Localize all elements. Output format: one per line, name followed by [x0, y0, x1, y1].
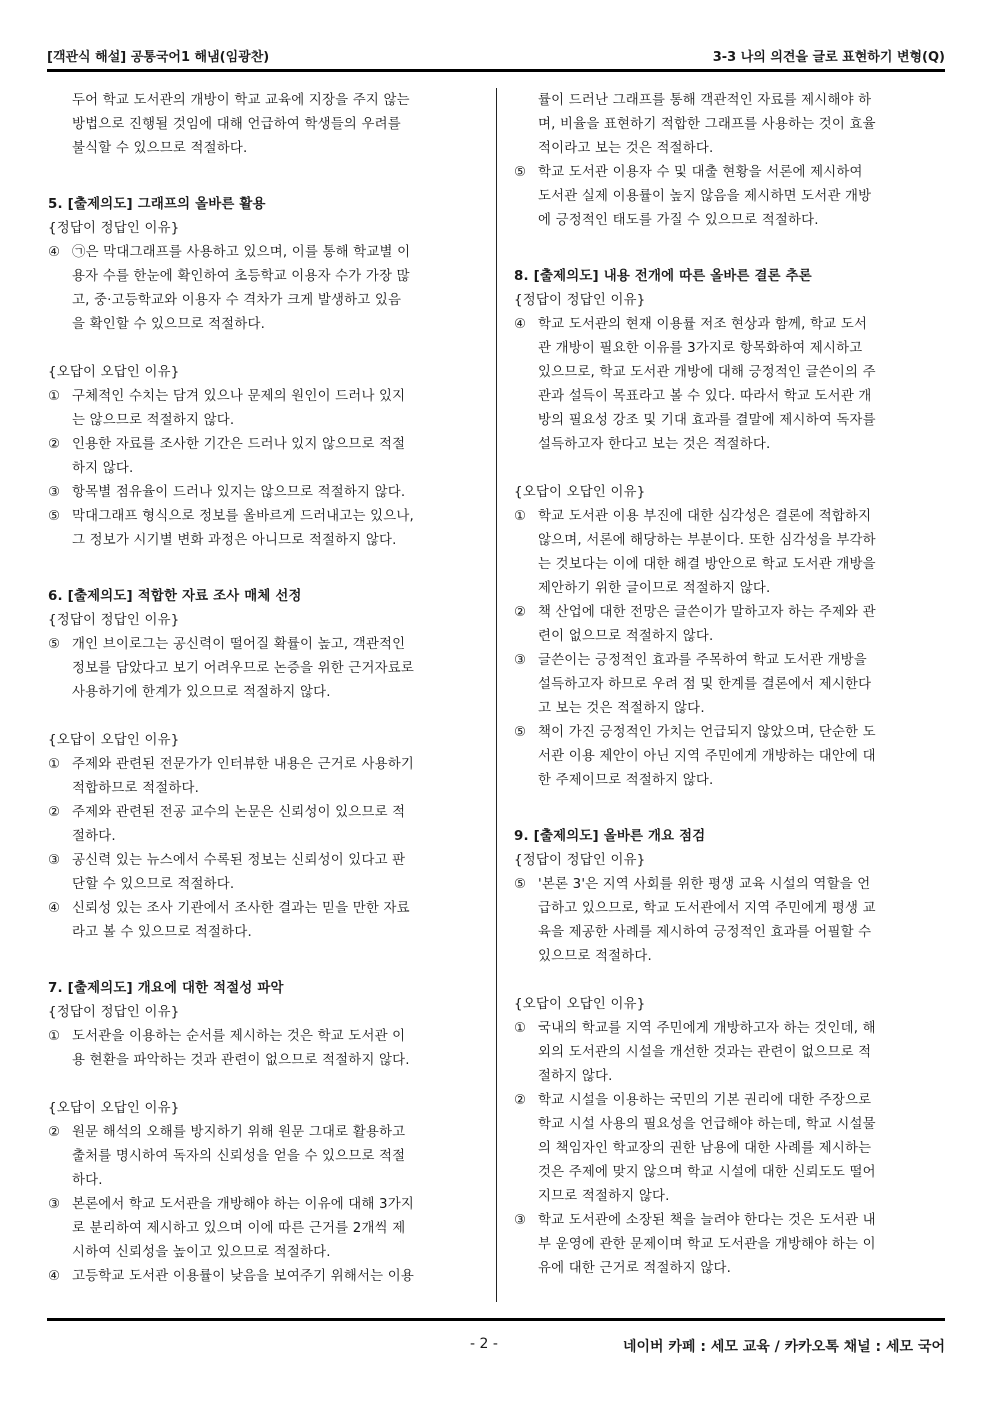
- section-heading: 6. [출제의도] 적합한 자료 조사 매체 선정: [48, 589, 302, 604]
- spacer: [48, 945, 476, 977]
- text-line: 도서관 실제 이용률이 높지 않음을 제시하면 도서관 개방: [538, 189, 872, 204]
- choice-marker: ①: [48, 389, 61, 404]
- text-line: 서관 이용 제안이 아닌 지역 주민에게 개방하는 대안에 대: [538, 749, 876, 764]
- text-line: 단할 수 있으므로 적절하다.: [72, 877, 235, 892]
- text-line: 학교 시설 사용의 필요성을 언급해야 하는데, 학교 시설물: [538, 1117, 876, 1132]
- answer-text: 인용한 자료를 조사한 기간은 드러나 있지 않으므로 적절: [72, 437, 406, 452]
- text-line: 정보를 담았다고 보기 어려우므로 논증을 위한 근거자료로: [72, 661, 414, 676]
- choice-marker: ①: [48, 757, 61, 772]
- answer-item: [48, 897, 476, 921]
- subsection-label: {오답이 오답인 이유}: [514, 485, 646, 500]
- answer-item: [48, 385, 476, 409]
- answer-text: 학교 도서관에 소장된 책을 늘려야 한다는 것은 도서관 내: [538, 1213, 876, 1228]
- text-line: 시하여 신뢰성을 높이고 있으므로 적절하다.: [72, 1245, 331, 1260]
- choice-marker: ④: [48, 1269, 61, 1284]
- subsection-label: {오답이 오답인 이유}: [48, 733, 180, 748]
- answer-text: 국내의 학교를 지역 주민에게 개방하고자 하는 것인데, 해: [538, 1021, 876, 1036]
- subsection-label: {정답이 정답인 이유}: [48, 221, 180, 236]
- footer-credit: 네이버 카페 : 세모 교육 / 카카오톡 채널 : 세모 국어: [622, 1339, 945, 1355]
- choice-marker: ①: [48, 1029, 61, 1044]
- choice-marker: ①: [514, 509, 527, 524]
- text-line: 방의 필요성 강조 및 기대 효과를 결말에 제시하여 독자를: [538, 413, 876, 428]
- spacer: [514, 233, 944, 265]
- text-line: 지므로 적절하지 않다.: [538, 1189, 670, 1204]
- text-line: 하지 않다.: [72, 461, 134, 476]
- text-line: 있으므로, 학교 도서관 개방에 대해 긍정적인 글쓴이의 주: [538, 365, 876, 380]
- answer-item: [514, 721, 944, 745]
- answer-text: 구체적인 수치는 담겨 있으나 문제의 원인이 드러나 있지: [72, 389, 406, 404]
- text-line: 고, 중·고등학교와 이용자 수 격차가 크게 발생하고 있음: [72, 293, 402, 308]
- column-divider: [496, 88, 497, 1302]
- text-line: 제안하기 위한 글이므로 적절하지 않다.: [538, 581, 771, 596]
- text-line: 의 책임자인 학교장의 권한 남용에 대한 사례를 제시하는: [538, 1141, 872, 1156]
- answer-item: [48, 241, 476, 265]
- answer-item: [514, 601, 944, 625]
- answer-item: [48, 801, 476, 825]
- answer-item: [48, 753, 476, 777]
- answer-item: [514, 1209, 944, 1233]
- section-heading: 8. [출제의도] 내용 전개에 따른 올바른 결론 추론: [514, 269, 812, 284]
- text-line: 관 개방이 필요한 이유를 3가지로 항목화하여 제시하고: [538, 341, 863, 356]
- answer-item: [514, 1089, 944, 1113]
- choice-marker: ②: [48, 437, 61, 452]
- text-line: 한 주제이므로 적절하지 않다.: [538, 773, 714, 788]
- choice-marker: ⑤: [48, 637, 61, 652]
- text-line: 적이라고 보는 것은 적절하다.: [538, 141, 714, 156]
- spacer: [48, 553, 476, 585]
- text-line: 않으며, 서론에 해당하는 부분이다. 또한 심각성을 부각하: [538, 533, 876, 548]
- answer-text: 공신력 있는 뉴스에서 수록된 정보는 신뢰성이 있다고 판: [72, 853, 406, 868]
- text-line: 있으므로 적절하다.: [538, 949, 652, 964]
- text-line: 용 현환을 파악하는 것과 관련이 없으므로 적절하지 않다.: [72, 1053, 410, 1068]
- text-line: 률이 드러난 그래프를 통해 객관적인 자료를 제시해야 하: [538, 93, 872, 108]
- answer-text: 학교 도서관의 현재 이용률 저조 현상과 함께, 학교 도서: [538, 317, 868, 332]
- choice-marker: ②: [48, 1125, 61, 1140]
- choice-marker: ⑤: [48, 509, 61, 524]
- section-heading: 9. [출제의도] 올바른 개요 점검: [514, 829, 706, 844]
- text-line: 관과 설득이 목표라고 볼 수 있다. 따라서 학교 도서관 개: [538, 389, 872, 404]
- answer-item: [48, 505, 476, 529]
- spacer: [48, 705, 476, 729]
- answer-text: 주제와 관련된 전공 교수의 논문은 신뢰성이 있으므로 적: [72, 805, 406, 820]
- choice-marker: ②: [48, 805, 61, 820]
- choice-marker: ⑤: [514, 877, 527, 892]
- subsection-label: {오답이 오답인 이유}: [48, 365, 180, 380]
- answer-text: 글쓴이는 긍정적인 효과를 주목하여 학교 도서관 개방을: [538, 653, 867, 668]
- answer-item: [48, 1121, 476, 1145]
- text-line: 것은 주제에 맞지 않으며 학교 시설에 대한 신뢰도도 떨어: [538, 1165, 876, 1180]
- answer-item: [48, 849, 476, 873]
- text-line: 출처를 명시하여 독자의 신뢰성을 얻을 수 있으므로 적절: [72, 1149, 406, 1164]
- footer-rule: [47, 1318, 945, 1321]
- text-line: 로 분리하여 제시하고 있으며 이에 따른 근거를 2개씩 제: [72, 1221, 406, 1236]
- section-heading: 7. [출제의도] 개요에 대한 적절성 파악: [48, 981, 284, 996]
- subsection-label: {정답이 정답인 이유}: [48, 1005, 180, 1020]
- text-line: 외의 도서관의 시설을 개선한 것과는 관련이 없으므로 적: [538, 1045, 872, 1060]
- right-column: [514, 89, 944, 1281]
- left-column: [48, 89, 476, 1289]
- answer-text: 학교 시설을 이용하는 국민의 기본 권리에 대한 주장으로: [538, 1093, 872, 1108]
- answer-text: 항목별 점유율이 드러나 있지는 않으므로 적절하지 않다.: [72, 485, 406, 500]
- header-subtitle: 3-3 나의 의견을 글로 표현하기 변형(Q): [712, 50, 945, 65]
- choice-marker: ④: [48, 245, 61, 260]
- answer-text: 본론에서 학교 도서관을 개방해야 하는 이유에 대해 3가지: [72, 1197, 415, 1212]
- text-line: 설득하고자 하므로 우려 점 및 한계를 결론에서 제시한다: [538, 677, 872, 692]
- answer-text: 책이 가진 긍정적인 가치는 언급되지 않았으며, 단순한 도: [538, 725, 876, 740]
- text-line: 유에 대한 근거로 적절하지 않다.: [538, 1261, 732, 1276]
- spacer: [48, 337, 476, 361]
- answer-text: 학교 도서관 이용 부진에 대한 심각성은 결론에 적합하지: [538, 509, 872, 524]
- answer-text: 막대그래프 형식으로 정보를 올바르게 드러내고는 있으나,: [72, 509, 414, 524]
- answer-text: 개인 브이로그는 공신력이 떨어질 확률이 높고, 객관적인: [72, 637, 406, 652]
- choice-marker: ③: [48, 853, 61, 868]
- spacer: [48, 1073, 476, 1097]
- subsection-label: {정답이 정답인 이유}: [48, 613, 180, 628]
- spacer: [514, 793, 944, 825]
- subsection-label: {정답이 정답인 이유}: [514, 853, 646, 868]
- text-line: 방법으로 진행될 것임에 대해 언급하여 학생들의 우려를: [72, 117, 401, 132]
- section-heading: 5. [출제의도] 그래프의 올바른 활용: [48, 197, 266, 212]
- subsection-label: {오답이 오답인 이유}: [48, 1101, 180, 1116]
- text-line: 사용하기에 한계가 있으므로 적절하지 않다.: [72, 685, 331, 700]
- answer-text: 도서관을 이용하는 순서를 제시하는 것은 학교 도서관 이: [72, 1029, 406, 1044]
- answer-item: [514, 1017, 944, 1041]
- spacer: [48, 161, 476, 193]
- answer-text: ㉠은 막대그래프를 사용하고 있으며, 이를 통해 학교별 이: [72, 245, 411, 260]
- answer-item: [48, 1193, 476, 1217]
- text-line: 육을 제공한 사례를 제시하여 긍정적인 효과를 어필할 수: [538, 925, 872, 940]
- answer-item: [514, 873, 944, 897]
- text-line: 그 정보가 시기별 변화 과정은 아니므로 적절하지 않다.: [72, 533, 397, 548]
- choice-marker: ③: [48, 485, 61, 500]
- text-line: 두어 학교 도서관의 개방이 학교 교육에 지장을 주지 않는: [72, 93, 410, 108]
- answer-text: 고등학교 도서관 이용률이 낮음을 보여주기 위해서는 이용: [72, 1269, 414, 1284]
- answer-item: [48, 1265, 476, 1289]
- choice-marker: ①: [514, 1021, 527, 1036]
- page-number: - 2 -: [470, 1336, 498, 1352]
- choice-marker: ⑤: [514, 165, 527, 180]
- page-header: [47, 44, 945, 68]
- text-line: 하다.: [72, 1173, 103, 1188]
- choice-marker: ④: [48, 901, 61, 916]
- text-line: 용자 수를 한눈에 확인하여 초등학교 이용자 수가 가장 많: [72, 269, 410, 284]
- subsection-label: {정답이 정답인 이유}: [514, 293, 646, 308]
- spacer: [514, 457, 944, 481]
- choice-marker: ③: [514, 1213, 527, 1228]
- text-line: 을 확인할 수 있으므로 적절하다.: [72, 317, 266, 332]
- choice-marker: ③: [48, 1197, 61, 1212]
- text-line: 불식할 수 있으므로 적절하다.: [72, 141, 248, 156]
- text-line: 절하지 않다.: [538, 1069, 613, 1084]
- text-line: 적합하므로 적절하다.: [72, 781, 200, 796]
- answer-item: [514, 161, 944, 185]
- text-line: 라고 볼 수 있으므로 적절하다.: [72, 925, 252, 940]
- answer-item: [514, 505, 944, 529]
- answer-text: '본론 3'은 지역 사회를 위한 평생 교육 시설의 역할을 언: [538, 877, 871, 892]
- spacer: [514, 969, 944, 993]
- answer-item: [514, 649, 944, 673]
- text-line: 설득하고자 한다고 보는 것은 적절하다.: [538, 437, 771, 452]
- answer-item: [514, 313, 944, 337]
- answer-text: 원문 해석의 오해를 방지하기 위해 원문 그대로 활용하고: [72, 1125, 406, 1140]
- header-title: [객관식 해설] 공통국어1 해냄(임광찬): [47, 50, 270, 65]
- subsection-label: {오답이 오답인 이유}: [514, 997, 646, 1012]
- text-line: 부 운영에 관한 문제이며 학교 도서관을 개방해야 하는 이: [538, 1237, 876, 1252]
- text-line: 절하다.: [72, 829, 116, 844]
- choice-marker: ④: [514, 317, 527, 332]
- answer-text: 주제와 관련된 전문가가 인터뷰한 내용은 근거로 사용하기: [72, 757, 414, 772]
- choice-marker: ②: [514, 605, 527, 620]
- answer-item: [48, 481, 476, 505]
- answer-item: [48, 633, 476, 657]
- answer-text: 학교 도서관 이용자 수 및 대출 현황을 서론에 제시하여: [538, 165, 863, 180]
- choice-marker: ②: [514, 1093, 527, 1108]
- text-line: 에 긍정적인 태도를 가질 수 있으므로 적절하다.: [538, 213, 819, 228]
- answer-text: 책 산업에 대한 전망은 글쓴이가 말하고자 하는 주제와 관: [538, 605, 876, 620]
- text-line: 며, 비율을 표현하기 적합한 그래프를 사용하는 것이 효율: [538, 117, 876, 132]
- choice-marker: ③: [514, 653, 527, 668]
- text-line: 는 것보다는 이에 대한 해결 방안으로 학교 도서관 개방을: [538, 557, 876, 572]
- choice-marker: ⑤: [514, 725, 527, 740]
- answer-item: [48, 1025, 476, 1049]
- answer-item: [48, 433, 476, 457]
- text-line: 련이 없으므로 적절하지 않다.: [538, 629, 714, 644]
- text-line: 고 보는 것은 적절하지 않다.: [538, 701, 705, 716]
- text-line: 는 않으므로 적절하지 않다.: [72, 413, 235, 428]
- header-rule: [47, 69, 945, 72]
- text-line: 급하고 있으므로, 학교 도서관에서 지역 주민에게 평생 교: [538, 901, 876, 916]
- answer-text: 신뢰성 있는 조사 기관에서 조사한 결과는 믿을 만한 자료: [72, 901, 410, 916]
